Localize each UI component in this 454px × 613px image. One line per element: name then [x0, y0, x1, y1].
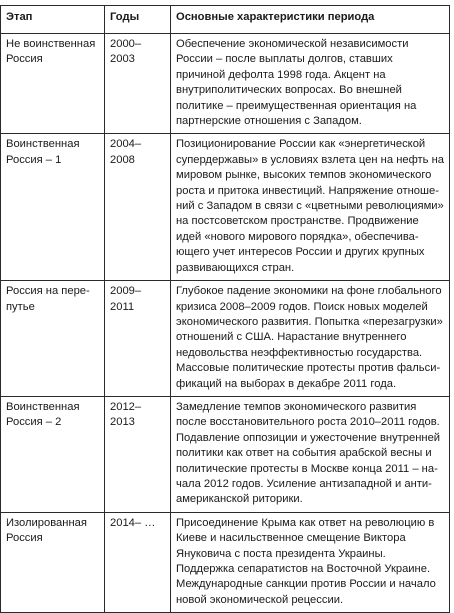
- table-row: [1, 134, 450, 281]
- description-cell: Обеспечение экономической независимости России – после выплаты долгов, ставших причиной дефолта 1998 года. Акцент на внутриполитических вопросах. Во внешней политике – преимущественная ориентация на партнерские отношения с Западом.: [171, 34, 450, 134]
- description-cell: Замедление темпов экономического развития после восстановительного роста 2010–2011 годов. Подавление оппозиции и ужесточение внутренней политики как ответ на события арабской весны и политические протесты в Москве конца 2011 – начала 2012 годов. Усиление антизападной и антиамериканской риторики.: [171, 396, 450, 512]
- header-description: Основные характеристики периода: [171, 6, 450, 34]
- years-cell: 2004–2008: [105, 134, 171, 281]
- stage-cell: Воинственная Россия – 1: [1, 134, 105, 281]
- header-years: Годы: [105, 6, 171, 34]
- stage-cell: Изолированная Россия: [1, 512, 105, 612]
- stage-cell: Не воинственная Россия: [1, 34, 105, 134]
- table-row: [1, 396, 450, 512]
- table-row: [1, 281, 450, 397]
- years-cell: 2000–2003: [105, 34, 171, 134]
- description-cell: Позиционирование России как «энергетической супердержавы» в условиях взлета цен на нефть на мировом рынке, высоких темпов экономического роста и притока инвестиций. Напряжение отношений с Западом в связи с «цветными революциями» на постсоветском пространстве. Продвижение идей «нового мирового порядка», обеспечивающего учет интересов России и других крупных развивающихся стран.: [171, 134, 450, 281]
- stage-cell: Воинственная Россия – 2: [1, 396, 105, 512]
- header-stage: Этап: [1, 6, 105, 34]
- description-cell: Глубокое падение экономики на фоне глобального кризиса 2008–2009 годов. Поиск новых моделей экономического развития. Попытка «перезагрузки» отношений с США. Нарастание внутреннего недовольства неэффективностью государства. Массовые политические протесты против фальсификаций на выборах в декабре 2011 года.: [171, 281, 450, 397]
- periods-table: [0, 5, 450, 613]
- table-header-row: [1, 6, 450, 34]
- stage-cell: Россия на перепутье: [1, 281, 105, 397]
- table-row: [1, 34, 450, 134]
- years-cell: 2012–2013: [105, 396, 171, 512]
- description-cell: Присоединение Крыма как ответ на революцию в Киеве и насильственное смещение Виктора Януковича с поста президента Украины. Поддержка сепаратистов на Восточной Украине. Международные санкции против России и начало новой экономической рецессии.: [171, 512, 450, 612]
- years-cell: 2014– …: [105, 512, 171, 612]
- table-row: [1, 512, 450, 612]
- years-cell: 2009–2011: [105, 281, 171, 397]
